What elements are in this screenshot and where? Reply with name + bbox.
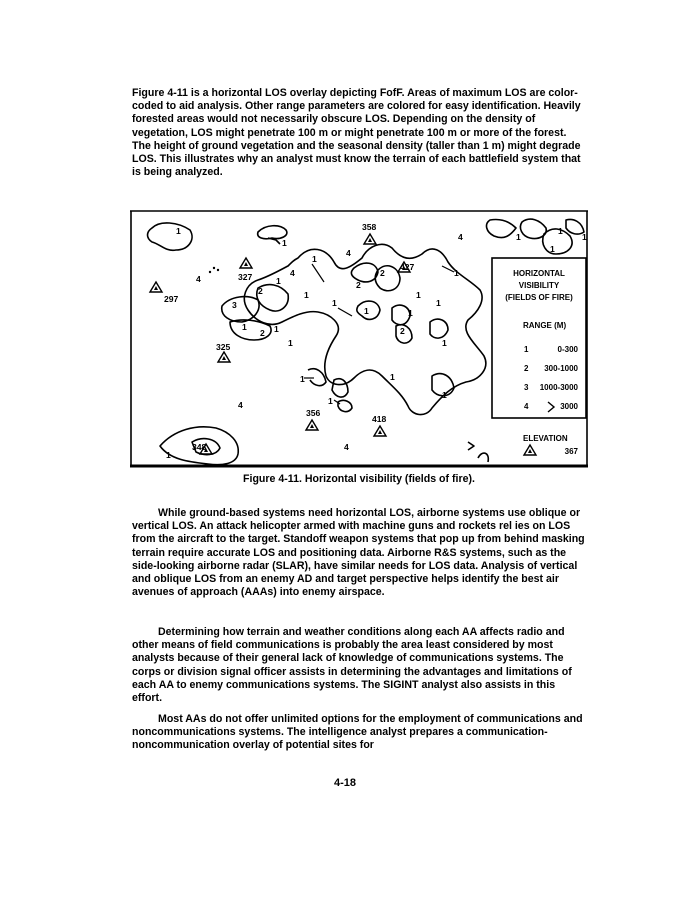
legend-elevation-value: 367: [564, 447, 578, 456]
legend-range-label: 3000: [560, 402, 578, 411]
los-airborne-paragraph: While ground-based systems need horizontal LOS, airborne systems use oblique or vertical LOS. An attack helicopter armed with machine guns and rockets rel ies on LOS from the aircraft to the target. Standoff weapon systems that pop up from behind masking terrain require accurate LOS and positioning data. Airborne R&S systems, such as the side-looking airborne radar (SLAR), have similar needs for LOS data. Analysis of vertical and oblique LOS from an enemy AD and target perspective helps identify the best air avenues of approach (AAAs) into enemy airspace.: [132, 507, 585, 599]
legend-range-code: 2: [524, 364, 529, 373]
svg-text:356: 356: [306, 408, 321, 418]
legend-range-heading: RANGE (M): [523, 321, 567, 330]
contour-bottom-right-hook: [478, 453, 488, 462]
scatter-dots: [209, 267, 219, 273]
contour-range-3: [222, 297, 259, 322]
intro-paragraph: Figure 4-11 is a horizontal LOS overlay depicting FofF. Areas of maximum LOS are color-coded to aid analysis. Other range parameters are colored for easy identification. Heavily forested areas would not necessarily obscure LOS. Depending on the density of vegetation, LOS might penetrate 100 m or might penetrate 100 m or more of the forest. The height of ground vegetation and the seasonal density (taller than 1 m) might degrade LOS. This illustrates why an analyst must know the terrain of each battlefield system that is being analyzed.: [132, 87, 581, 179]
zone-label: 2: [400, 326, 405, 336]
contour-interior-b: [430, 319, 448, 338]
elevation-marker-418: [372, 414, 387, 436]
legend-title-line3: (FIELDS OF FIRE): [505, 293, 573, 302]
svg-text:297: 297: [164, 294, 179, 304]
contour-top-small: [258, 226, 287, 239]
zone-label: 1: [364, 306, 369, 316]
legend-range-code: 3: [524, 383, 529, 392]
elevation-marker-427: [398, 262, 415, 272]
svg-text:348: 348: [192, 442, 207, 452]
zone-label: 1: [288, 338, 293, 348]
svg-text:325: 325: [216, 342, 231, 352]
contour-top-right-a: [487, 219, 516, 237]
elevation-marker-358: [362, 222, 377, 244]
elevation-marker-327: [238, 258, 253, 282]
contour-squiggle-1: [308, 369, 326, 386]
legend-range-code: 4: [524, 402, 529, 411]
zone-label: 1: [176, 226, 181, 236]
legend-title-line1: HORIZONTAL: [513, 269, 565, 278]
zone-label: 2: [260, 328, 265, 338]
page-number: 4-18: [333, 777, 357, 789]
zone-label: 1: [242, 322, 247, 332]
zone-label: 1: [442, 390, 447, 400]
zone-label: 2: [258, 286, 263, 296]
contour-squiggle-3: [338, 400, 352, 411]
elevation-triangle-icon: [524, 445, 536, 455]
elevation-marker-348: [192, 442, 212, 454]
zone-label: 4: [238, 400, 243, 410]
figure-caption: Figure 4-11. Horizontal visibility (fields of fire).: [243, 473, 475, 485]
zone-label: 1: [312, 254, 317, 264]
contour-range-2c: [375, 266, 400, 291]
zone-label: 2: [380, 268, 385, 278]
legend-elevation-heading: ELEVATION: [523, 434, 568, 443]
zone-label: 1: [282, 238, 287, 248]
overlay-paragraph: Most AAs do not offer unlimited options for the employment of communications and noncommunications systems. The intelligence analyst prepares a communication-noncommunication overlay of potential sites for: [132, 713, 583, 752]
contour-bottom-right-tick: [468, 442, 474, 450]
communications-paragraph: Determining how terrain and weather conditions along each AA affects radio and other means of field communications is probably the area least considered by most analysts because of their general lack of knowledge of communications systems. The corps or division signal officer assists in determining the advantages and limitations of each AA to enemy communications systems. The SIGINT analyst also assists in this effort.: [132, 626, 572, 705]
contour-squiggle-2: [332, 379, 348, 397]
zone-label: 1: [276, 276, 281, 286]
contour-range-2a: [230, 320, 271, 340]
zone-label: 1: [436, 298, 441, 308]
zone-label: 1: [332, 298, 337, 308]
zone-label: 2: [356, 280, 361, 290]
zone-label: 1: [454, 268, 459, 278]
zone-label: 1: [550, 244, 555, 254]
elevation-marker-356: [306, 408, 321, 430]
zone-label: 1: [390, 372, 395, 382]
zone-label: 1: [304, 290, 309, 300]
zone-label: 1: [328, 396, 333, 406]
legend-title-line2: VISIBILITY: [518, 281, 560, 290]
zone-label: 1: [442, 338, 447, 348]
svg-text:327: 327: [238, 272, 253, 282]
svg-text:418: 418: [372, 414, 387, 424]
zone-label: 3: [232, 300, 237, 310]
legend-range-label: 1000-3000: [539, 383, 578, 392]
legend-range-label: 0-300: [557, 345, 578, 354]
contour-top-left: [148, 223, 193, 250]
legend: [492, 258, 586, 456]
zone-label: 4: [346, 248, 351, 258]
zone-label: 4: [290, 268, 295, 278]
zone-label: 4: [196, 274, 201, 284]
zone-label: 1: [408, 308, 413, 318]
contour-top-right-b: [520, 219, 546, 238]
elevation-marker-297: [150, 282, 179, 304]
zone-label: 1: [274, 324, 279, 334]
svg-text:358: 358: [362, 222, 377, 232]
zone-label: 1: [166, 450, 171, 460]
zone-label: 1: [516, 232, 521, 242]
legend-range-code: 1: [524, 345, 529, 354]
zone-label: 4: [344, 442, 349, 452]
zone-label: 1: [416, 290, 421, 300]
svg-text:427: 427: [400, 262, 415, 272]
legend-range-label: 300-1000: [544, 364, 578, 373]
zone-label: 1: [558, 226, 563, 236]
elevation-marker-325: [216, 342, 231, 362]
zone-label: 1: [300, 374, 305, 384]
elevation-markers: [150, 222, 415, 454]
horizontal-visibility-figure: [130, 210, 588, 469]
zone-label: 4: [458, 232, 463, 242]
zone-label: 1: [582, 232, 587, 242]
